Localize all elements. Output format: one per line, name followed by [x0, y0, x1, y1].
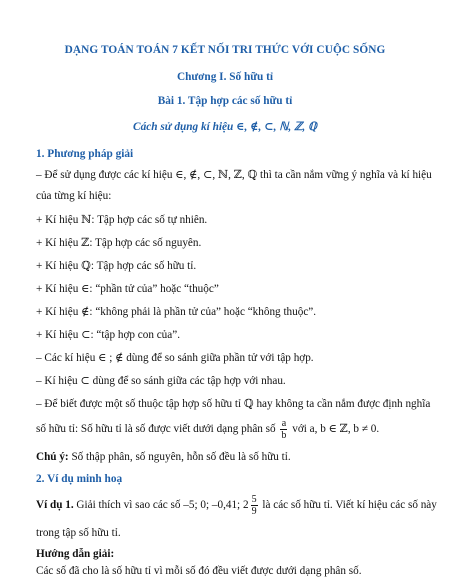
list-item-element-compare: – Các kí hiệu ∈ ; ∉ dùng để so sánh giữa phần tử với tập hợp. — [36, 352, 314, 364]
note-label: Chú ý: — [36, 451, 69, 463]
note-text: Số thập phân, số nguyên, hỗn số đều là số hữu tỉ. — [71, 451, 291, 463]
list-item-integer: + Kí hiệu ℤ: Tập hợp các số nguyên. — [36, 237, 202, 249]
solution-label: Hướng dẫn giải: — [36, 548, 115, 560]
fraction-denominator: b — [281, 430, 287, 441]
example-text-end: là các số hữu tỉ. Viết kí hiệu các số này — [262, 499, 437, 512]
example-text: Giải thích vì sao các số –5; 0; –0,41; — [76, 499, 241, 512]
definition-line — [36, 418, 379, 441]
list-item-not-belongs: + Kí hiệu ∉: “không phải là phần tử của” hoặc “không thuộc”. — [36, 306, 317, 318]
solution-text: Các số đã cho là số hữu tỉ vì mỗi số đó đều viết được dưới dạng phân số. — [36, 565, 362, 577]
list-item-belongs: + Kí hiệu ∈: “phần tử của” hoặc “thuộc” — [36, 283, 219, 295]
list-item-subset: + Kí hiệu ⊂: “tập hợp con của”. — [36, 329, 180, 341]
definition-condition: với a, b ∈ ℤ, b ≠ 0. — [292, 423, 380, 436]
list-item-rational-check: – Để biết được một số thuộc tập hợp số hữu tỉ ℚ hay không ta cần nắm được định nghĩa — [36, 398, 431, 410]
definition-text: số hữu tỉ: Số hữu tỉ là số được viết dưới dạng phân số — [36, 423, 276, 436]
mixed-fraction-denominator: 9 — [251, 506, 257, 517]
fraction-a-over-b — [280, 418, 287, 441]
mixed-number-fraction — [251, 494, 258, 517]
lesson-title: Bài 1. Tập hợp các số hữu tỉ — [157, 95, 293, 107]
list-item-rational: + Kí hiệu ℚ: Tập hợp các số hữu tỉ. — [36, 260, 197, 272]
mixed-number-whole: 2 — [242, 499, 249, 512]
example-line-continued: trong tập số hữu tỉ. — [36, 527, 121, 539]
topic-subtitle: Cách sử dụng kí hiệu ∈, ∉, ⊂, ℕ, ℤ, ℚ — [133, 121, 317, 133]
example-line — [36, 494, 437, 517]
mixed-fraction-numerator: 5 — [251, 494, 257, 505]
section-heading-method: 1. Phương pháp giải — [36, 148, 134, 160]
section-heading-examples: 2. Ví dụ minh hoạ — [36, 473, 123, 485]
intro-line-continued: của từng kí hiệu: — [36, 190, 112, 202]
chapter-title: Chương I. Số hữu tỉ — [176, 71, 274, 83]
note-line — [36, 451, 291, 463]
list-item-set-compare: – Kí hiệu ⊂ dùng để so sánh giữa các tập hợp với nhau. — [36, 375, 286, 387]
document-title: DẠNG TOÁN TOÁN 7 KẾT NỐI TRI THỨC VỚI CUỘC SỐNG — [64, 44, 386, 56]
fraction-numerator: a — [281, 418, 287, 429]
intro-line: – Để sử dụng được các kí hiệu ∈, ∉, ⊂, ℕ, ℤ, ℚ thì ta cần nắm vững ý nghĩa và kí hiệu — [36, 169, 432, 181]
example-label: Ví dụ 1. — [36, 499, 74, 512]
list-item-natural: + Kí hiệu ℕ: Tập hợp các số tự nhiên. — [36, 214, 208, 226]
